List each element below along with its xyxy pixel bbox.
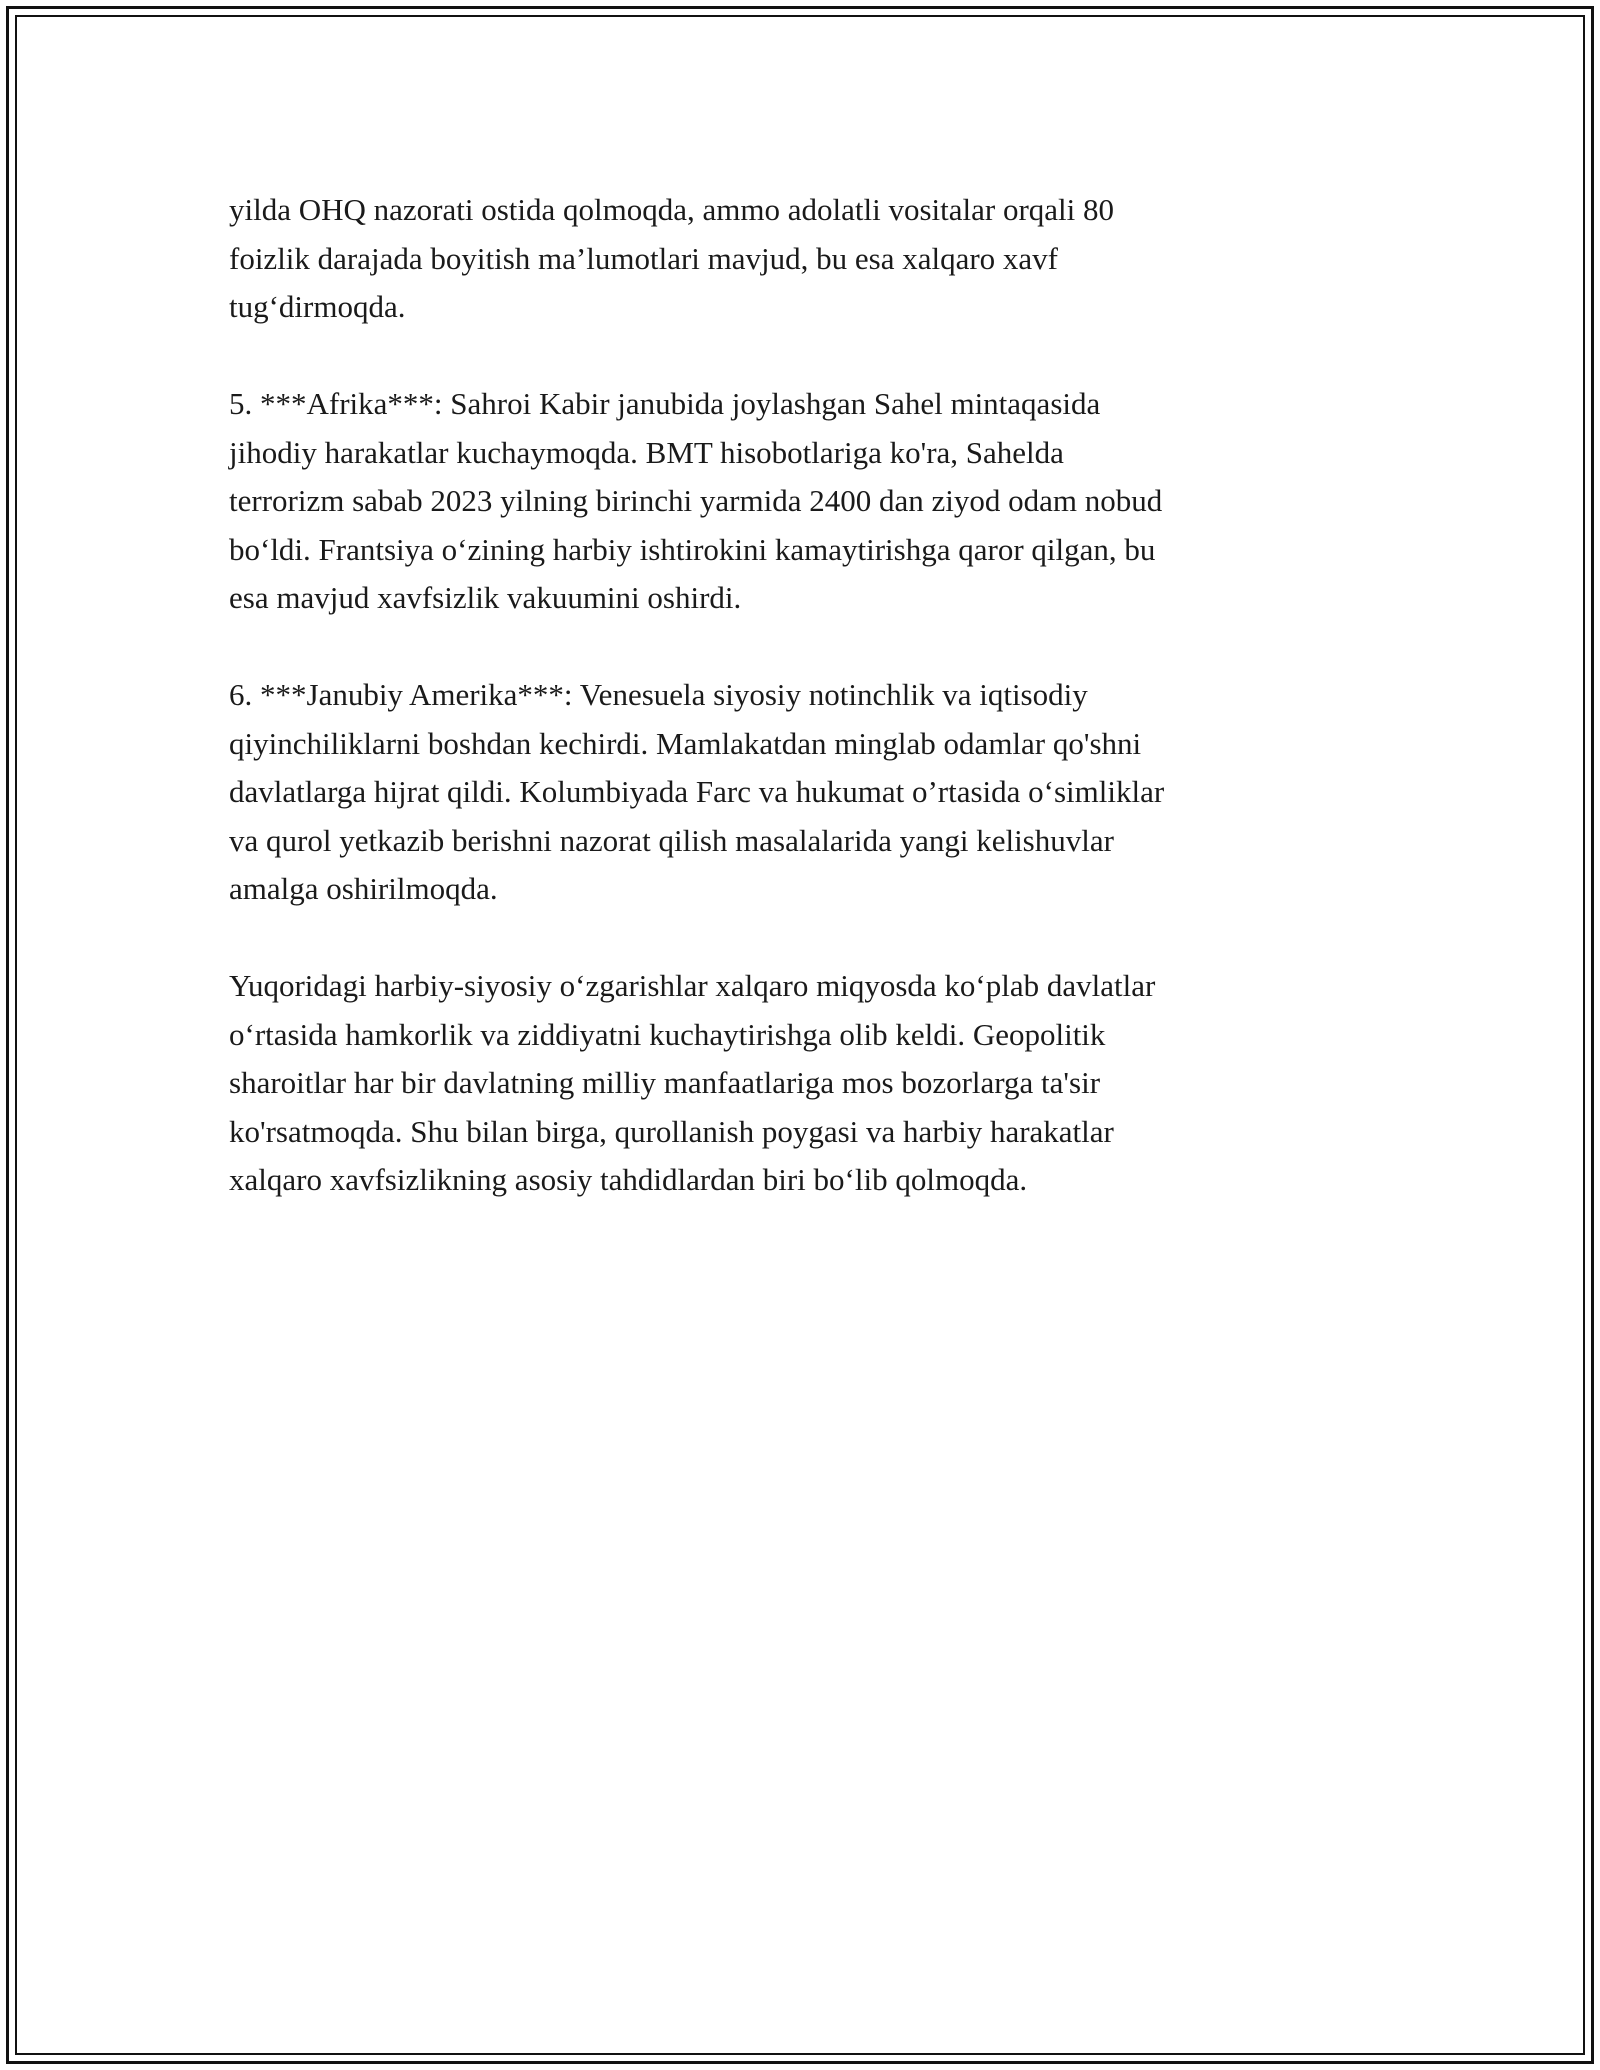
text-line: bo‘ldi. Frantsiya o‘zining harbiy ishtirokini kamaytirishga qaror qilgan, bu [229, 531, 1156, 567]
text-line: yilda OHQ nazorati ostida qolmoqda, ammo adolatli vositalar orqali 80 [229, 192, 1115, 227]
paragraph-conclusion [229, 962, 1359, 1205]
text-line: tug‘dirmoqda. [229, 289, 406, 324]
paragraph-south-america [229, 671, 1359, 914]
text-line: sharoitlar har bir davlatning milliy manfaatlariga mos bozorlarga ta'sir [229, 1065, 1101, 1100]
text-line: xalqaro xavfsizlikning asosiy tahdidlardan biri bo‘lib qolmoqda. [229, 1162, 1028, 1197]
text-line: qiyinchiliklarni boshdan kechirdi. Mamlakatdan minglab odamlar qo'shni [229, 725, 1142, 761]
text-line: terrorizm sabab 2023 yilning birinchi yarmida 2400 dan ziyod odam nobud [229, 483, 1163, 518]
text-line: Yuqoridagi harbiy-siyosiy o‘zgarishlar xalqaro miqyosda ko‘plab davlatlar [229, 968, 1156, 1003]
text-line: va qurol yetkazib berishni nazorat qilish masalalarida yangi kelishuvlar [229, 822, 1114, 858]
paragraph-africa [229, 380, 1359, 623]
text-line: foizlik darajada boyitish ma’lumotlari mavjud, bu esa xalqaro xavf [229, 240, 1058, 276]
document-body [229, 186, 1359, 1253]
text-line: 6. ***Janubiy Amerika***: Venesuela siyosiy notinchlik va iqtisodiy [229, 677, 1088, 712]
text-line: amalga oshirilmoqda. [229, 871, 498, 906]
text-line: davlatlarga hijrat qildi. Kolumbiyada Farc va hukumat o’rtasida o‘simliklar [229, 774, 1165, 809]
text-line: 5. ***Afrika***: Sahroi Kabir janubida joylashgan Sahel mintaqasida [229, 386, 1101, 421]
text-line: esa mavjud xavfsizlik vakuumini oshirdi. [229, 580, 742, 615]
text-line: ko'rsatmoqda. Shu bilan birga, qurollanish poygasi va harbiy harakatlar [229, 1113, 1114, 1149]
paragraph-iran-continuation [229, 186, 1359, 332]
text-line: jihodiy harakatlar kuchaymoqda. BMT hisobotlariga ko'ra, Sahelda [229, 434, 1064, 470]
text-line: o‘rtasida hamkorlik va ziddiyatni kuchaytirishga olib keldi. Geopolitik [229, 1016, 1106, 1052]
